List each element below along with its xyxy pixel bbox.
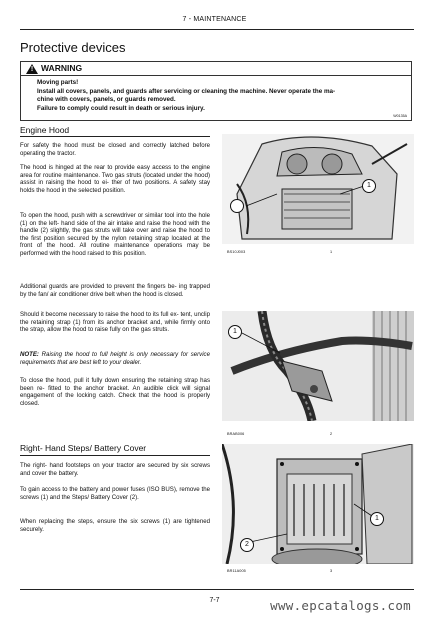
figure-3-callout-2: 2 <box>240 538 254 552</box>
figure-2-number: 2 <box>330 432 333 436</box>
engine-hood-p5: Should it become necessary to raise the hood to its full ex- tent, unclip the retaining strap (1) from its anchor bracket and, while firmly onto the strap, allow the hood to raise fully on the gas struts. <box>20 311 210 333</box>
warning-code: W0135A <box>393 114 407 118</box>
warning-box <box>20 61 412 121</box>
exclamation-icon: ! <box>30 66 34 73</box>
engine-hood-p1: For safety the hood must be closed and correctly latched before operating the tractor. <box>20 142 210 157</box>
figure-2-code: BRAB006 <box>227 432 245 436</box>
warning-header <box>21 62 411 76</box>
figure-3-number: 3 <box>330 569 333 573</box>
warning-line-1: Moving parts! <box>37 79 79 86</box>
figure-3-code: BR11A005 <box>227 569 246 573</box>
figure-1-number: 1 <box>330 250 333 254</box>
figure-1-callout-1: 1 <box>362 179 376 193</box>
engine-hood-p4: Additional guards are provided to prevent the fingers be- ing trapped by the fan/ air conditioner drive belt when the hood is closed. <box>20 283 210 298</box>
warning-body <box>37 79 407 113</box>
figure-1-callout-2 <box>230 199 244 213</box>
steps-p2: To gain access to the battery and power fuses (ISO BUS), remove the screws (1) and the Steps/ Battery Cover (2). <box>20 486 210 501</box>
note-text: Raising the hood to full height is only necessary for service requirements that are best left to your dealer. <box>20 351 210 366</box>
page-title: Protective devices <box>20 40 126 55</box>
figure-1-image <box>222 134 414 244</box>
engine-hood-title: Engine Hood <box>20 125 70 135</box>
warning-line-2: Install all covers, panels, and guards after servicing or cleaning the machine. Never operate the ma- <box>37 87 336 95</box>
watermark-link[interactable]: www.epcatalogs.com <box>270 598 411 613</box>
warning-label: WARNING <box>41 63 83 73</box>
engine-hood-p6: To close the hood, pull it fully down ensuring the retaining strap has been re- fitted to the anchor bracket. An audible click will signal engagement of the locking catch. Check that the hood is properly closed. <box>20 377 210 407</box>
engine-hood-p3: To open the hood, push with a screwdriver or similar tool into the hole (1) on the left- hand side of the air intake and raise the hood with the handle (2) slightly, the gas struts will take over and raise the hood to the first position secured by the nylon retaining strap located at the front of the hood. All routine maintenance operations may be performed with the hood raised to this position. <box>20 212 210 257</box>
steps-p1: The right- hand footsteps on your tractor are secured by six screws and cover the battery. <box>20 462 210 477</box>
steps-rule <box>20 455 210 456</box>
warning-line-4: Failure to comply could result in death or serious injury. <box>37 104 205 112</box>
header-rule <box>20 29 414 30</box>
right-hand-steps-title: Right- Hand Steps/ Battery Cover <box>20 443 147 453</box>
engine-hood-note <box>20 351 210 366</box>
page-number: 7-7 <box>209 597 220 604</box>
page-header-section: 7 - MAINTENANCE <box>182 16 247 23</box>
figure-3-callout-1: 1 <box>370 512 384 526</box>
figure-2-callout-1: 1 <box>228 325 242 339</box>
engine-hood-p2: The hood is hinged at the rear to provide easy access to the engine area for routine maintenance. Two gas struts (located under the hood) assist in raising the hood to ei- ther of two positions. A safety stay holds the hood in the selected position. <box>20 164 210 194</box>
figure-1-code: BS10J003 <box>227 250 246 254</box>
warning-line-3: chine with covers, panels, or guards removed. <box>37 96 176 104</box>
footer-rule <box>20 589 414 590</box>
steps-p3: When replacing the steps, ensure the six screws (1) are tightened securely. <box>20 518 210 533</box>
figure-3-image <box>222 444 414 564</box>
engine-hood-rule <box>20 136 210 137</box>
note-label: NOTE: <box>20 351 39 358</box>
figure-2-image <box>222 311 414 421</box>
